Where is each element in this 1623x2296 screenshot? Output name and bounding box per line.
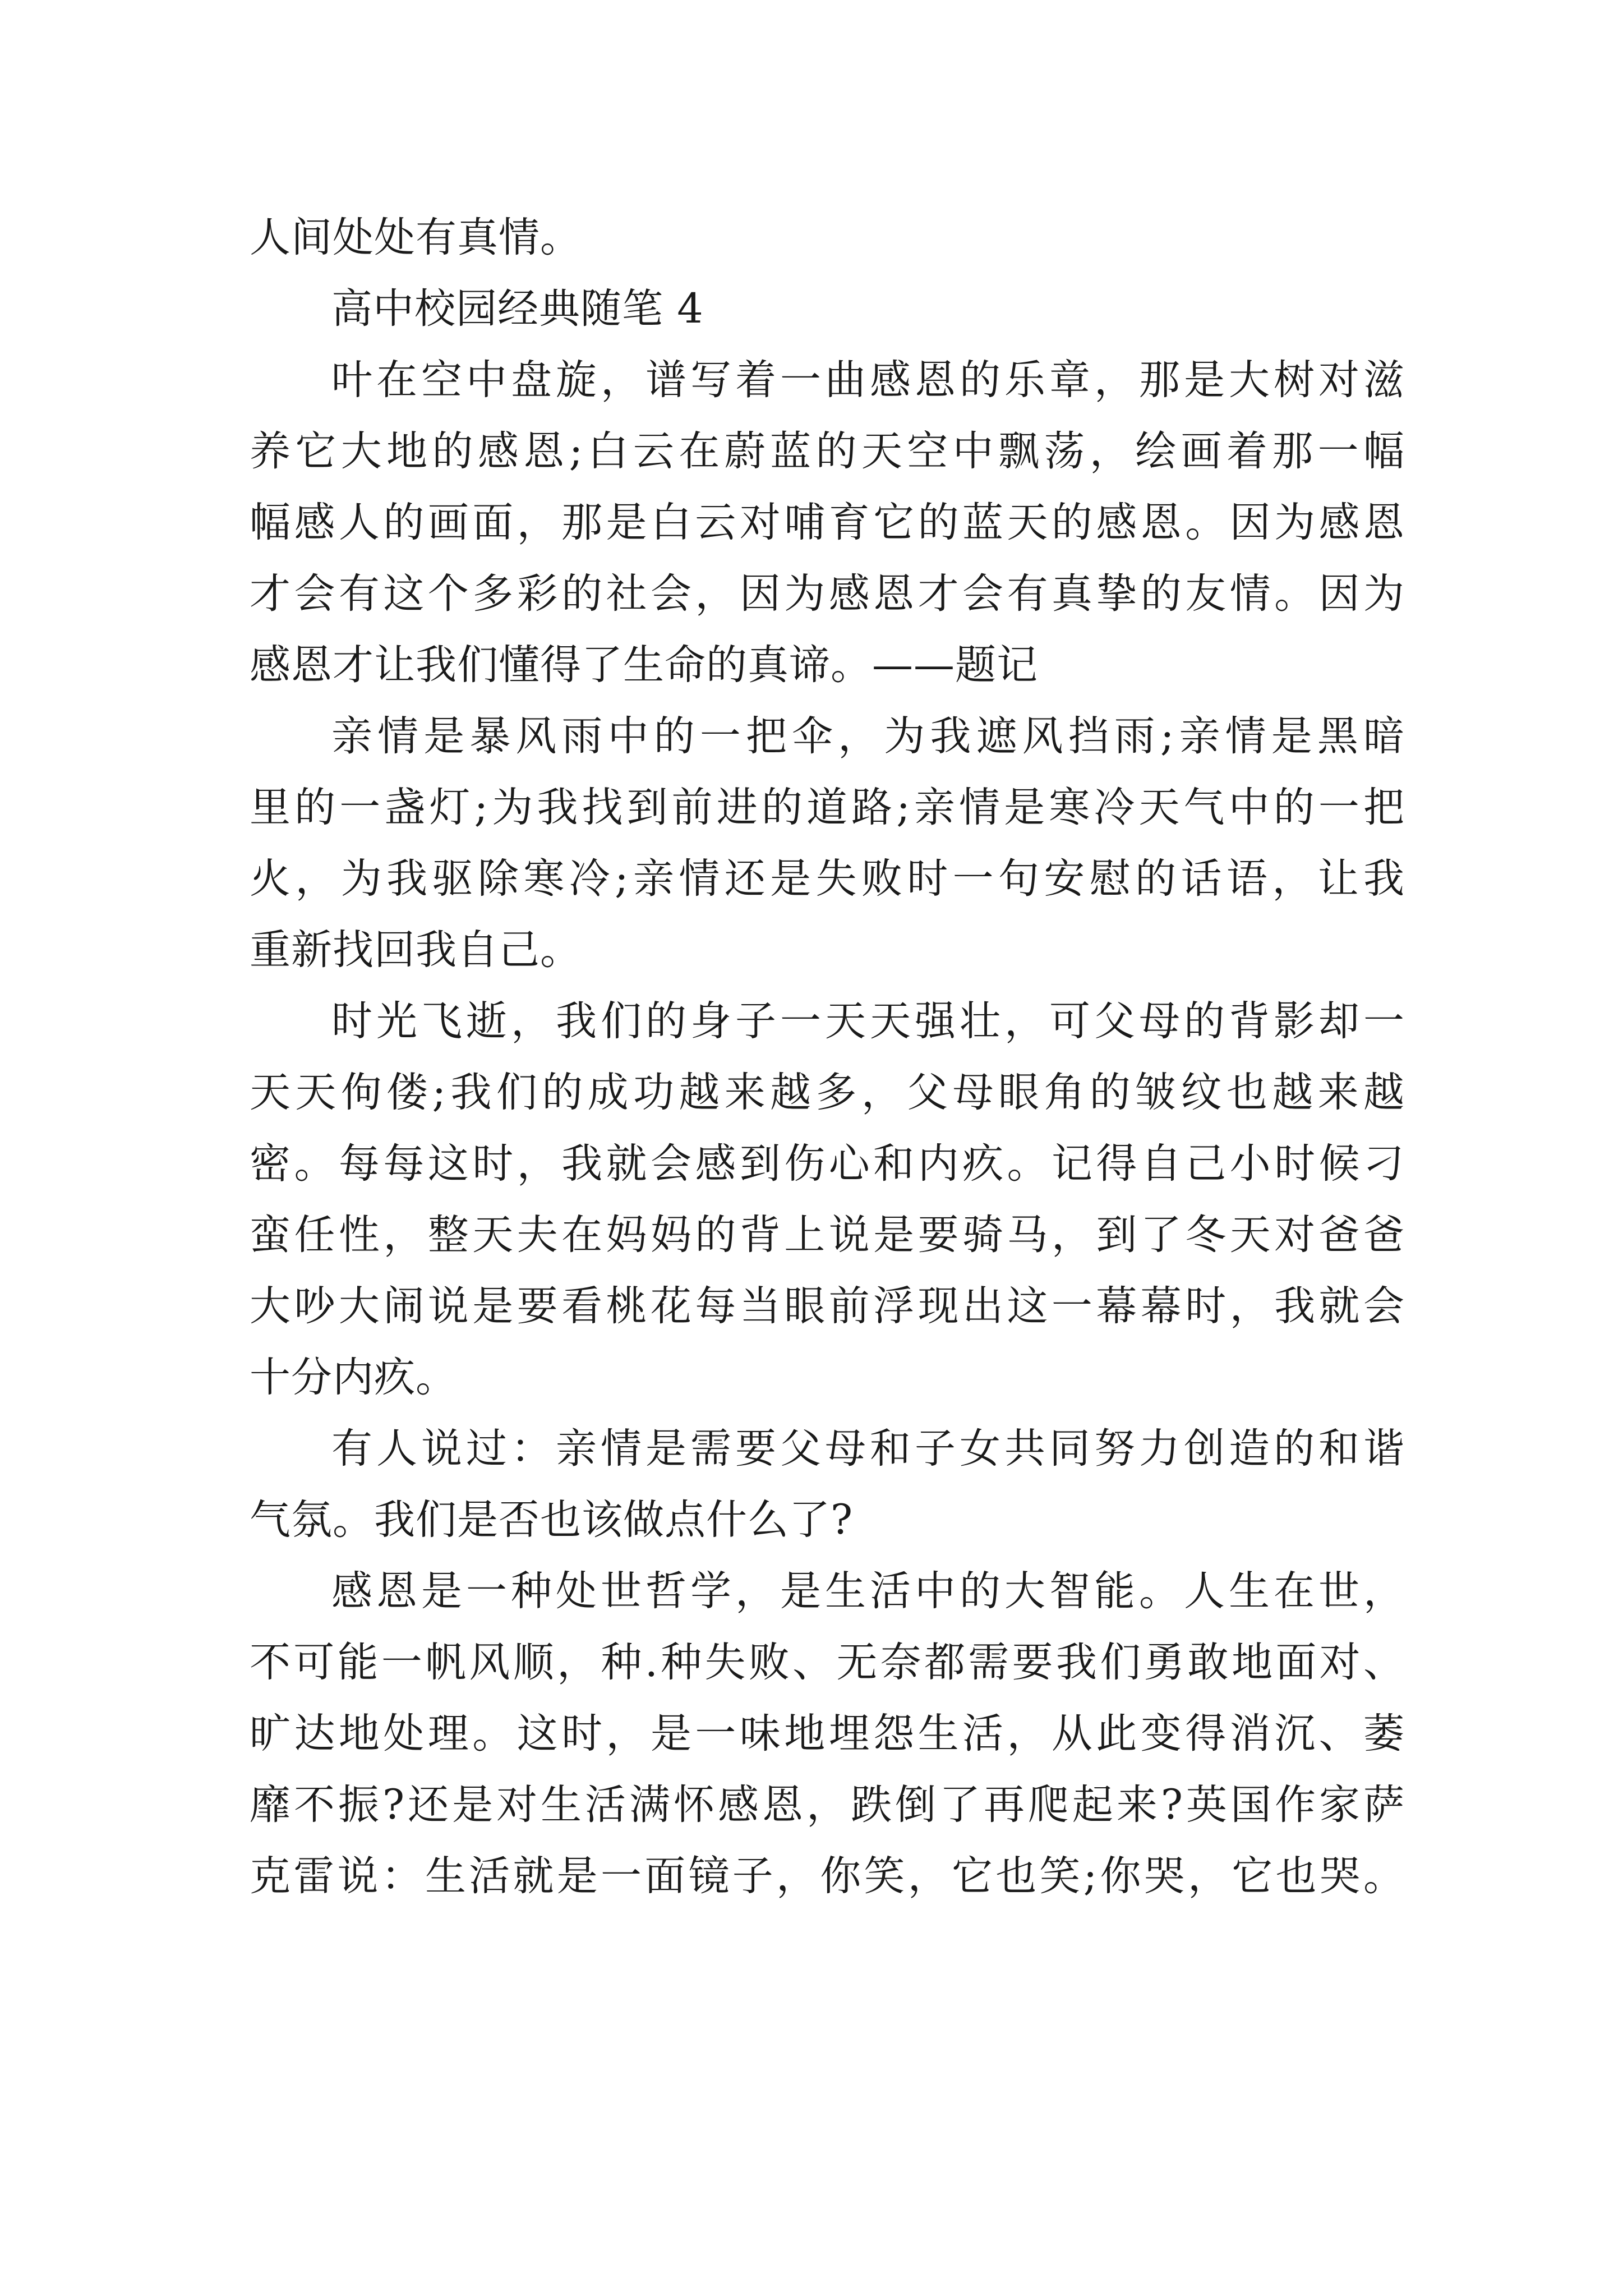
text-line: 幅感人的画面，那是白云对哺育它的蓝天的感恩。因为感恩 <box>250 499 1405 546</box>
text-line: 天天佝偻;我们的成功越来越多，父母眼角的皱纹也越来越 <box>250 1069 1405 1116</box>
text-line: 气氛。我们是否也该做点什么了? <box>250 1496 854 1544</box>
text-line: 密。每每这时，我就会感到伤心和内疚。记得自己小时候刁 <box>250 1140 1405 1188</box>
paragraph-family-love <box>250 701 1405 986</box>
text-line: 不可能一帆风顺，种.种失败、无奈都需要我们勇敢地面对、 <box>250 1639 1405 1686</box>
paragraph-intro <box>250 344 1405 701</box>
text-line: 里的一盏灯;为我找到前进的道路;亲情是寒冷天气中的一把 <box>250 784 1405 831</box>
text-line: 旷达地处理。这时，是一味地埋怨生活，从此变得消沉、萎 <box>250 1710 1405 1757</box>
text-line: 人间处处有真情。 <box>250 214 582 261</box>
text-line: 克雷说：生活就是一面镜子，你笑，它也笑;你哭，它也哭。 <box>250 1852 1405 1900</box>
section-heading: 高中校园经典随笔 4 <box>331 285 704 333</box>
paragraph-time-flies <box>250 986 1405 1413</box>
text-line: 叶在空中盘旋，谱写着一曲感恩的乐章，那是大树对滋 <box>331 356 1405 404</box>
text-line: 十分内疚。 <box>250 1354 457 1401</box>
text-line: 火，为我驱除寒冷;亲情还是失败时一句安慰的话语，让我 <box>250 855 1405 903</box>
paragraph-gratitude <box>250 1556 1405 1912</box>
text-line: 重新找回我自己。 <box>250 926 582 974</box>
document-body <box>250 202 1405 1912</box>
text-line: 时光飞逝，我们的身子一天天强壮，可父母的背影却一 <box>331 997 1405 1045</box>
text-line: 靡不振?还是对生活满怀感恩，跌倒了再爬起来?英国作家萨 <box>250 1781 1405 1829</box>
text-line: 感恩才让我们懂得了生命的真谛。——题记 <box>250 641 1038 689</box>
text-line: 有人说过：亲情是需要父母和子女共同努力创造的和谐 <box>331 1425 1405 1473</box>
text-line: 大吵大闹说是要看桃花每当眼前浮现出这一幕幕时，我就会 <box>250 1282 1405 1330</box>
text-line: 才会有这个多彩的社会，因为感恩才会有真挚的友情。因为 <box>250 570 1405 618</box>
text-line: 蛮任性，整天夫在妈妈的背上说是要骑马，到了冬天对爸爸 <box>250 1211 1405 1259</box>
text-line: 养它大地的感恩;白云在蔚蓝的天空中飘荡，绘画着那一幅 <box>250 427 1405 475</box>
paragraph-quote <box>250 1413 1405 1556</box>
text-line: 亲情是暴风雨中的一把伞，为我遮风挡雨;亲情是黑暗 <box>331 712 1405 760</box>
text-line: 感恩是一种处世哲学，是生活中的大智能。人生在世， <box>331 1567 1405 1615</box>
